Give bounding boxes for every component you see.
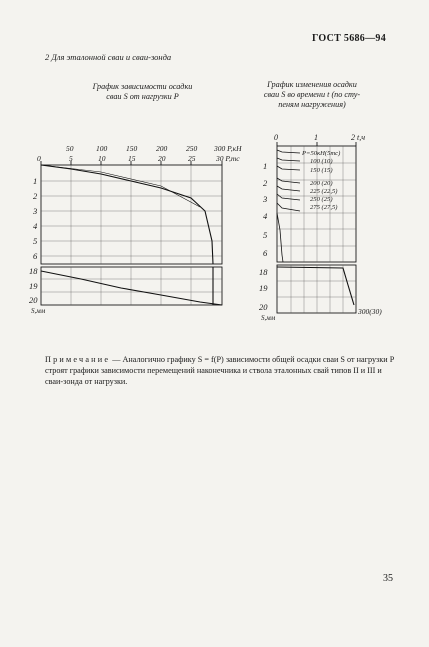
right-y-18: 18 (259, 267, 268, 277)
note-paragraph (45, 354, 400, 388)
page-number: 35 (383, 573, 393, 584)
right-y-3: 3 (263, 194, 268, 204)
right-lower-curve (277, 267, 354, 305)
legend-200: 200 (20) (310, 180, 333, 187)
legend-250: 250 (25) (310, 196, 333, 203)
left-top-kn-250: 250 (186, 144, 198, 153)
left-y-4: 4 (33, 221, 38, 231)
left-top-tc-20: 20 (158, 154, 166, 163)
right-legend (301, 150, 340, 211)
document-code: ГОСТ 5686—94 (312, 33, 387, 44)
left-top-kn-50: 50 (66, 144, 74, 153)
right-step-curves (277, 150, 300, 262)
right-y-1: 1 (263, 161, 268, 171)
left-top-tc-5: 5 (69, 154, 73, 163)
left-y-3: 3 (33, 206, 38, 216)
section-title: 2 Для эталонной сваи и сваи-зонда (45, 52, 172, 62)
right-chart-title-line2: сваи S во времени t (по сту- (263, 90, 361, 99)
left-y-20: 20 (29, 295, 38, 305)
left-top-kn-100: 100 (96, 144, 108, 153)
left-top-tc-0: 0 (37, 154, 41, 163)
left-top-kn-300: 300 P,кН (214, 144, 242, 153)
left-y-6: 6 (33, 251, 38, 261)
left-top-tc-30: 30 P,тс (216, 154, 240, 163)
legend-100: 100 (10) (310, 158, 333, 165)
left-chart-title-line1: График зависимости осадки (92, 82, 193, 91)
left-y-19: 19 (29, 281, 38, 291)
right-y-19: 19 (259, 283, 268, 293)
right-y-5: 5 (263, 230, 268, 240)
right-final-label: 300(30) (358, 307, 382, 316)
left-chart-title-line2: сваи S от нагрузки P (106, 92, 179, 101)
right-y-2: 2 (263, 178, 268, 188)
right-x-2: 2 t,ч (351, 133, 366, 142)
left-top-tc-10: 10 (98, 154, 106, 163)
left-top-tc-25: 25 (188, 154, 196, 163)
left-top-kn-150: 150 (126, 144, 138, 153)
right-x-0: 0 (274, 133, 278, 142)
left-y-2: 2 (33, 191, 38, 201)
right-x-1: 1 (314, 133, 318, 142)
right-chart-title-line1: График изменения осадки (267, 80, 357, 89)
legend-50: P=50кН(5тс) (302, 150, 341, 157)
right-chart-title-line3: пеням нагружения) (278, 100, 346, 109)
left-y-18: 18 (29, 266, 38, 276)
right-y-unit: S,мм (261, 314, 276, 322)
right-y-6: 6 (263, 248, 268, 258)
left-y-unit: S,мм (31, 307, 46, 315)
legend-150: 150 (15) (310, 167, 333, 174)
legend-275: 275 (27,5) (310, 204, 338, 211)
right-y-4: 4 (263, 211, 268, 221)
left-y-5: 5 (33, 236, 38, 246)
note-text: — Аналогично графику S = f(P) зависимости общей осадки сваи S от нагрузки P строят графики зависимости перемещений наконечника и ствола эталонных свай типов II и III и сваи-зонда от нагрузки. (45, 355, 394, 387)
legend-225: 225 (22,5) (310, 188, 338, 195)
right-y-20: 20 (259, 302, 268, 312)
left-top-kn-200: 200 (156, 144, 168, 153)
left-top-tc-15: 15 (128, 154, 136, 163)
note-label: Примечание (45, 355, 111, 364)
left-y-1: 1 (33, 176, 38, 186)
